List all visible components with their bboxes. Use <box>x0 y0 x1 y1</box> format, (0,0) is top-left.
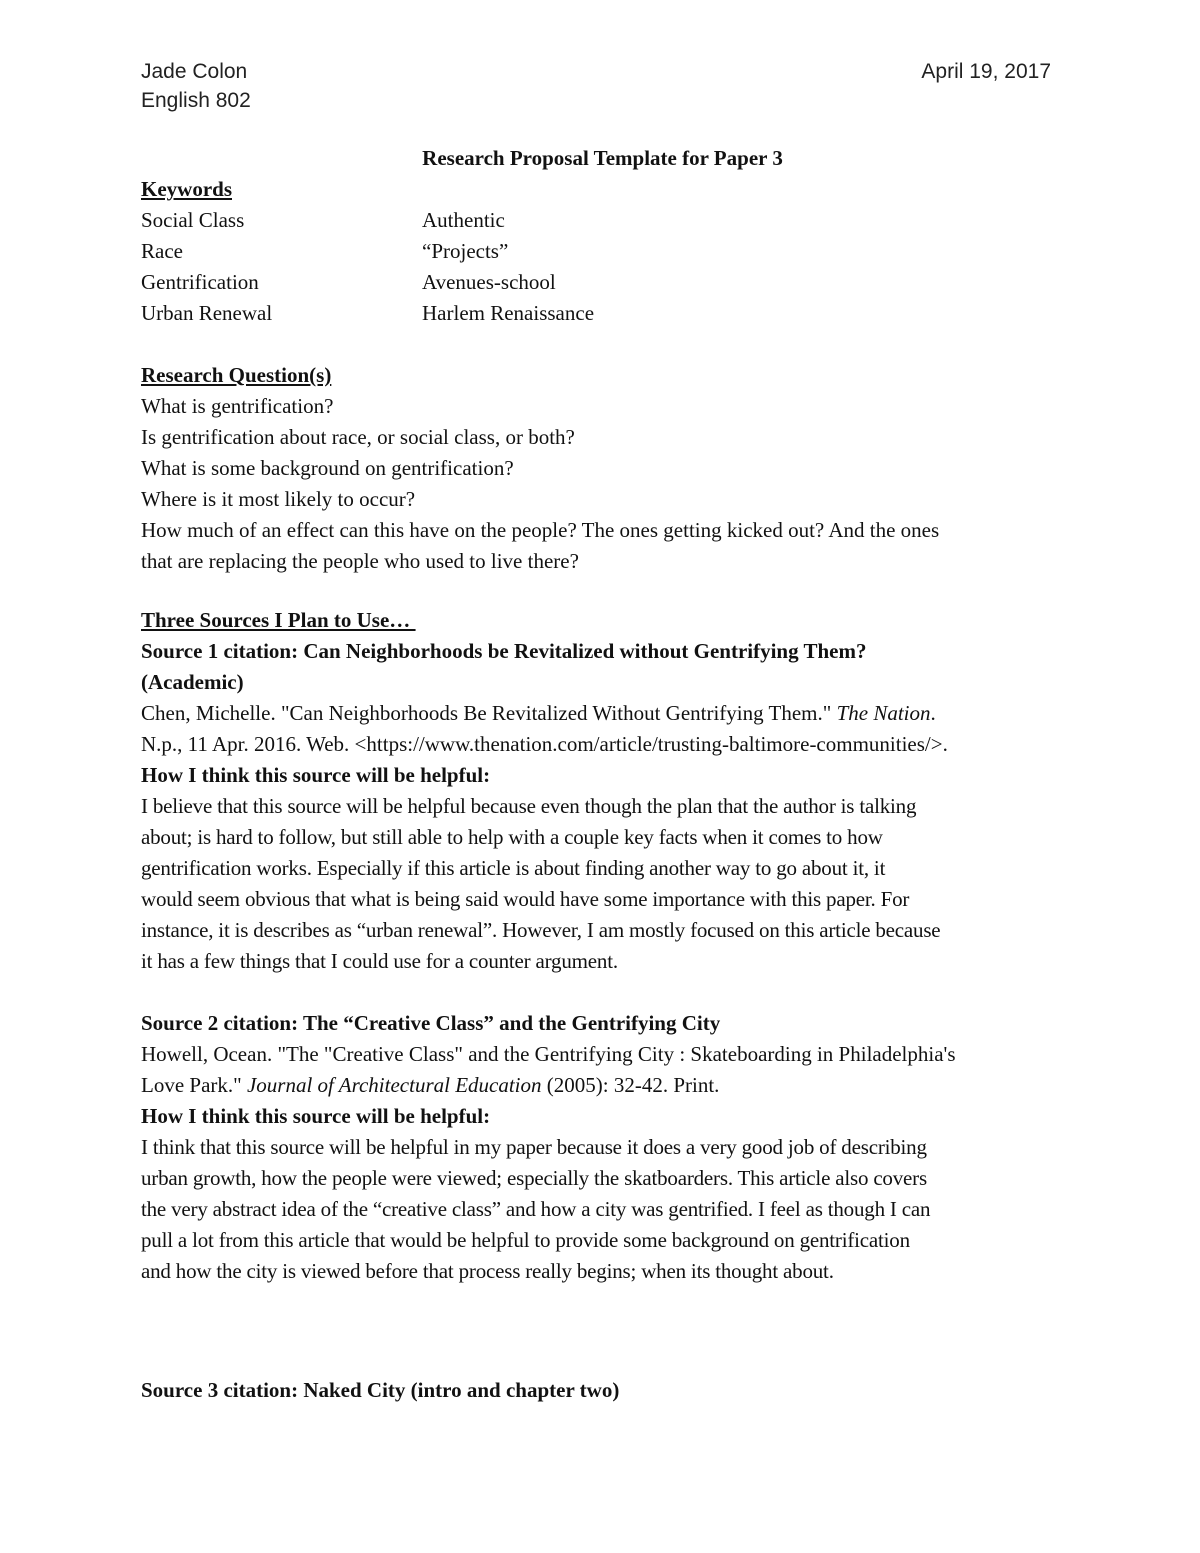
document-header <box>141 57 1051 115</box>
source1-citation-type: (Academic) <box>141 670 244 694</box>
source2-reference: Howell, Ocean. "The "Creative Class" and the Gentrifying City : Skateboarding in Philadelphia's <box>141 1042 956 1066</box>
paragraph-line: I think that this source will be helpful in my paper because it does a very good job of describing <box>141 1135 927 1159</box>
source1-citation: Source 1 citation: Can Neighborhoods be Revitalized without Gentrifying Them? <box>141 639 867 663</box>
keyword: Authentic <box>422 208 505 232</box>
paragraph-line: urban growth, how the people were viewed; especially the skatboarders. This article also covers <box>141 1166 927 1190</box>
research-question: What is gentrification? <box>141 394 334 418</box>
source1-helpful-heading: How I think this source will be helpful: <box>141 763 491 787</box>
research-question: Where is it most likely to occur? <box>141 487 416 511</box>
keyword: Gentrification <box>141 270 259 294</box>
source2-helpful-heading: How I think this source will be helpful: <box>141 1104 491 1128</box>
research-question: What is some background on gentrification? <box>141 456 514 480</box>
author-name: Jade Colon <box>141 60 248 83</box>
paragraph-line: would seem obvious that what is being said would have some importance with this paper. For <box>141 887 910 911</box>
source3-citation: Source 3 citation: Naked City (intro and chapter two) <box>141 1378 620 1402</box>
source1-reference-url: N.p., 11 Apr. 2016. Web. <https://www.thenation.com/article/trusting-baltimore-communities/>. <box>141 732 948 756</box>
document-body <box>141 143 1076 1406</box>
paragraph-line: instance, it is describes as “urban renewal”. However, I am mostly focused on this article because <box>141 918 941 942</box>
document-date: April 19, 2017 <box>921 60 1051 83</box>
source2-citation: Source 2 citation: The “Creative Class” and the Gentrifying City <box>141 1011 721 1035</box>
keyword: Social Class <box>141 208 245 232</box>
keyword: Avenues-school <box>422 270 556 294</box>
course-name: English 802 <box>141 89 251 112</box>
page-title: Research Proposal Template for Paper 3 <box>422 146 783 170</box>
keyword: Urban Renewal <box>141 301 273 325</box>
paragraph-line: about; is hard to follow, but still able to help with a couple key facts when it comes to how <box>141 825 883 849</box>
reference-text: Chen, Michelle. "Can Neighborhoods Be Revitalized Without Gentrifying Them." <box>141 701 837 725</box>
paragraph-line: the very abstract idea of the “creative class” and how a city was gentrified. I feel as though I can <box>141 1197 931 1221</box>
reference-text: . <box>930 701 936 725</box>
reference-text: (2005): 32-42. Print. <box>541 1073 720 1097</box>
paragraph-line: and how the city is viewed before that process really begins; when its thought about. <box>141 1259 834 1283</box>
paragraph-line: I believe that this source will be helpful because even though the plan that the author is talking <box>141 794 917 818</box>
source1-reference <box>141 698 1076 729</box>
publication-title: Journal of Architectural Education <box>246 1073 542 1097</box>
paragraph-line: pull a lot from this article that would be helpful to provide some background on gentrification <box>141 1228 910 1252</box>
keyword: Harlem Renaissance <box>422 301 595 325</box>
research-question: Is gentrification about race, or social class, or both? <box>141 425 575 449</box>
keyword: “Projects” <box>422 239 509 263</box>
research-question: that are replacing the people who used to live there? <box>141 549 579 573</box>
reference-text: Love Park." <box>141 1073 247 1097</box>
keyword: Race <box>141 239 183 263</box>
source2-reference <box>141 1070 1076 1101</box>
keywords-table <box>141 205 1076 329</box>
sources-heading: Three Sources I Plan to Use… <box>141 608 416 632</box>
paragraph-line: it has a few things that I could use for a counter argument. <box>141 949 618 973</box>
publication-title: The Nation <box>836 701 931 725</box>
research-questions-heading: Research Question(s) <box>141 363 332 387</box>
paragraph-line: gentrification works. Especially if this article is about finding another way to go about it, it <box>141 856 886 880</box>
keywords-heading: Keywords <box>141 177 232 201</box>
research-question: How much of an effect can this have on the people? The ones getting kicked out? And the ones <box>141 518 940 542</box>
